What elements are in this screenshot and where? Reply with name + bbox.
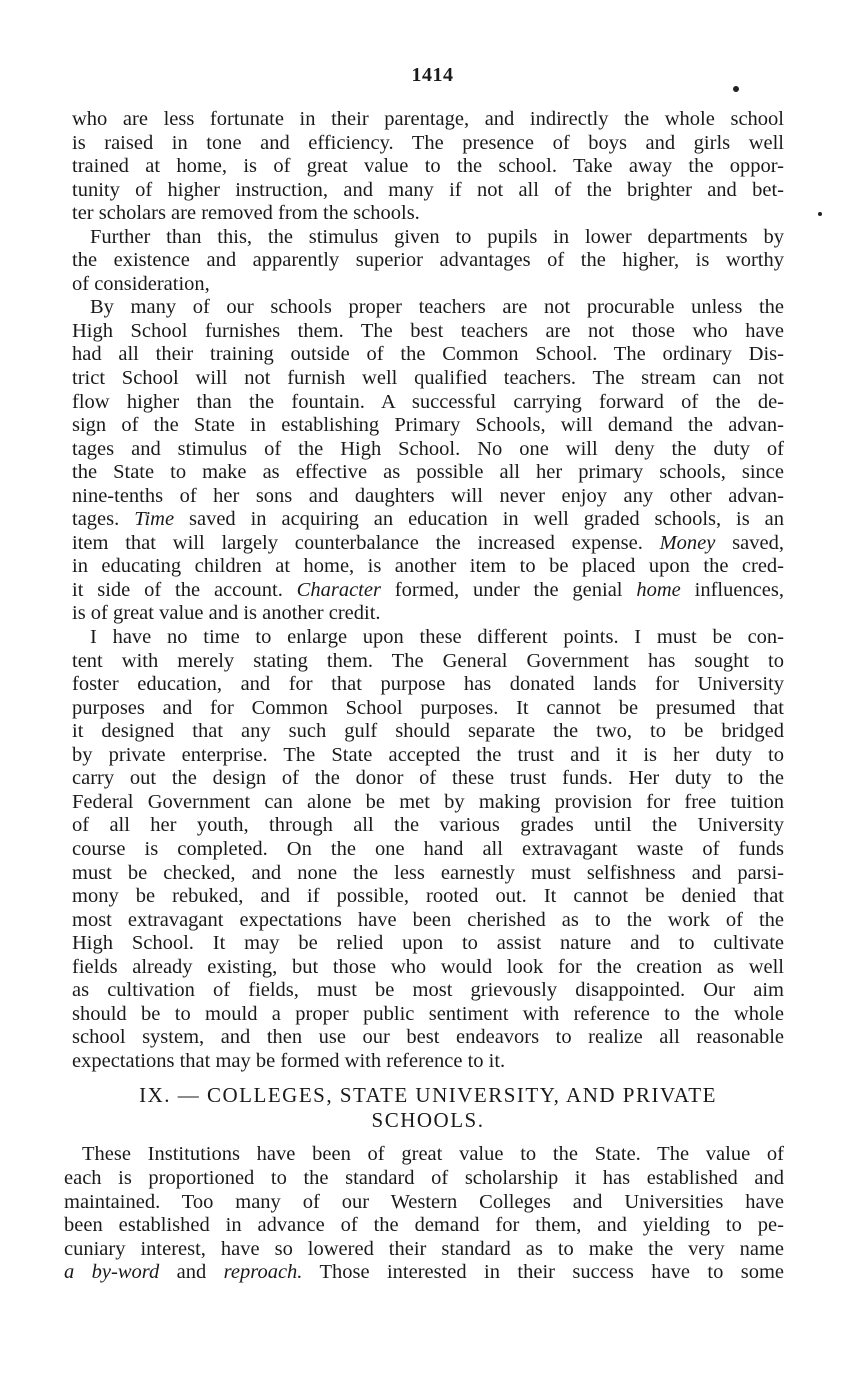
text-line: I have no time to enlarge upon these different points. I must be con- xyxy=(90,626,784,649)
text-line: the existence and apparently superior advantages of the higher, is worthy xyxy=(72,249,784,272)
text-line: in educating children at home, is another item to be placed upon the cred- xyxy=(72,555,784,578)
text-line: trict School will not furnish well qualified teachers. The stream can not xyxy=(72,367,784,390)
text-run: saved in acquiring an education in well graded schools, is an xyxy=(174,508,784,531)
text-line: of consideration, xyxy=(72,272,210,295)
text-line: by private enterprise. The State accepted the trust and it is her duty to xyxy=(72,743,784,766)
text-line: tages and stimulus of the High School. No one will deny the duty of xyxy=(72,437,784,460)
section-heading xyxy=(72,1083,784,1133)
text-run: saved, xyxy=(715,531,784,554)
text-line: nine-tenths of her sons and daughters will never enjoy any other advan- xyxy=(72,484,784,507)
text-line: foster education, and for that purpose has donated lands for University xyxy=(72,673,784,696)
text-line: fields already existing, but those who would look for the creation as well xyxy=(72,955,784,978)
text-line: each is proportioned to the standard of scholarship it has established and xyxy=(64,1166,784,1189)
text-line: expectations that may be formed with reference to it. xyxy=(72,1049,506,1072)
text-line: maintained. Too many of our Western Colleges and Universities have xyxy=(64,1190,784,1213)
text-run: it side of the account. xyxy=(72,578,297,601)
text-line xyxy=(72,508,784,532)
text-run: influences, xyxy=(680,578,784,601)
text-line: had all their training outside of the Common School. The ordinary Dis- xyxy=(72,343,784,366)
text-line: ter scholars are removed from the schools. xyxy=(72,202,420,225)
italic-run: Character xyxy=(296,578,381,601)
text-line: purposes and for Common School purposes. It cannot be presumed that xyxy=(72,696,784,719)
text-line: is of great value and is another credit. xyxy=(72,602,381,625)
text-line: carry out the design of the donor of these trust funds. Her duty to the xyxy=(72,767,784,790)
ink-speck xyxy=(733,86,739,92)
text-line: must be checked, and none the less earnestly must selfishness and parsi- xyxy=(72,861,784,884)
paragraph xyxy=(72,626,784,1073)
text-line: trained at home, is of great value to the school. Take away the oppor- xyxy=(72,155,784,178)
paragraph xyxy=(72,296,784,626)
text-line: course is completed. On the one hand all extravagant waste of funds xyxy=(72,837,784,860)
text-line: is raised in tone and efficiency. The presence of boys and girls well xyxy=(72,131,784,154)
text-line: the State to make as effective as possible all her primary schools, since xyxy=(72,461,784,484)
text-run: Those interested in their success have to some xyxy=(302,1261,784,1284)
italic-run: Time xyxy=(134,508,175,531)
italic-run: home xyxy=(636,578,681,601)
text-line: flow higher than the fountain. A successful carrying forward of the de- xyxy=(72,390,784,413)
text-line: school system, and then use our best endeavors to realize all reasonable xyxy=(72,1026,784,1049)
paragraph xyxy=(72,226,784,297)
section-heading-line: IX. — COLLEGES, STATE UNIVERSITY, AND PRIVATE xyxy=(139,1083,717,1108)
text-line: who are less fortunate in their parentage, and indirectly the whole school xyxy=(72,108,784,130)
italic-run: a by-word xyxy=(64,1261,160,1284)
text-line: sign of the State in establishing Primary Schools, will demand the advan- xyxy=(72,414,784,437)
italic-run: reproach. xyxy=(223,1261,303,1284)
text-run: formed, under the genial xyxy=(380,578,637,601)
paragraph xyxy=(64,1143,784,1284)
text-run: and xyxy=(159,1261,224,1284)
page-number: 1414 xyxy=(411,64,454,86)
text-line: it designed that any such gulf should separate the two, to be bridged xyxy=(72,720,784,743)
text-line: of all her youth, through all the various grades until the University xyxy=(72,814,784,837)
section-heading-line: SCHOOLS. xyxy=(371,1108,485,1133)
text-line xyxy=(72,532,784,556)
text-line: tunity of higher instruction, and many if not all of the brighter and bet- xyxy=(72,178,784,201)
body-text xyxy=(64,108,784,1285)
ink-speck xyxy=(818,212,822,216)
text-line: as cultivation of fields, must be most grievously disappointed. Our aim xyxy=(72,979,784,1002)
text-line: Further than this, the stimulus given to pupils in lower departments by xyxy=(90,225,784,248)
text-run: tages. xyxy=(72,508,135,531)
text-line: should be to mould a proper public sentiment with reference to the whole xyxy=(72,1002,784,1025)
text-line: mony be rebuked, and if possible, rooted out. It cannot be denied that xyxy=(72,885,784,908)
text-line: These Institutions have been of great value to the State. The value of xyxy=(82,1143,784,1166)
text-line: Federal Government can alone be met by making provision for free tuition xyxy=(72,790,784,813)
text-line xyxy=(72,579,784,603)
text-line: been established in advance of the demand for them, and yielding to pe- xyxy=(64,1214,784,1237)
text-line: High School. It may be relied upon to assist nature and to cultivate xyxy=(72,932,784,955)
text-line xyxy=(64,1261,784,1285)
text-line: High School furnishes them. The best teachers are not those who have xyxy=(72,319,784,342)
text-line: cuniary interest, have so lowered their standard as to make the very name xyxy=(64,1237,784,1260)
italic-run: Money xyxy=(659,531,716,554)
text-line: tent with merely stating them. The General Government has sought to xyxy=(72,649,784,672)
paragraph xyxy=(72,108,784,226)
text-line: most extravagant expectations have been cherished as to the work of the xyxy=(72,908,784,931)
text-line: By many of our schools proper teachers are not procurable unless the xyxy=(90,296,784,319)
text-run: item that will largely counterbalance the increased expense. xyxy=(72,531,660,554)
